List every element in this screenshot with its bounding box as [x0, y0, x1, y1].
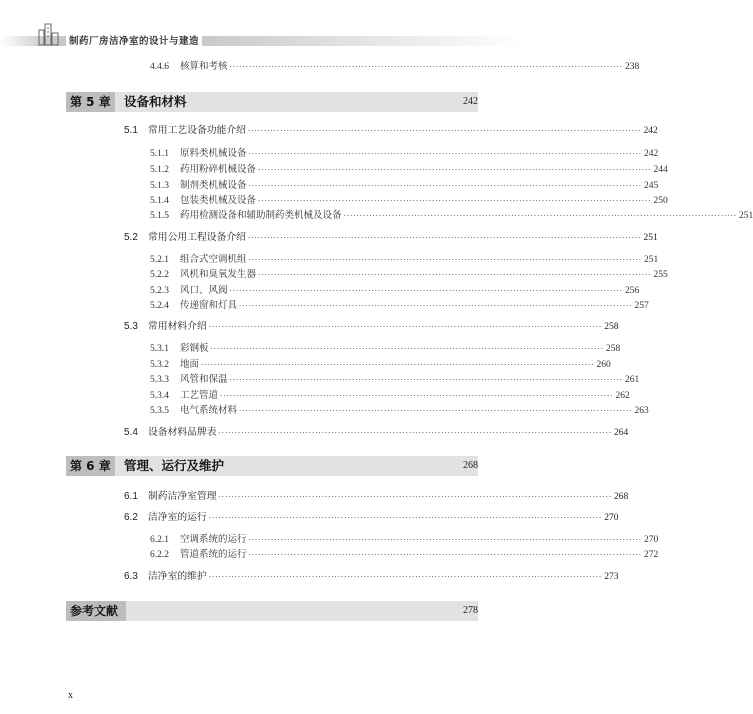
chapter-page: 268 [463, 460, 478, 471]
entry-title: 核算和考核 [180, 61, 228, 72]
entry-page: 262 [615, 391, 630, 401]
toc-entry-5-3-5[interactable] [150, 402, 649, 416]
toc-entry-5-1[interactable] [124, 122, 658, 136]
book-title: 制药厂房洁净室的设计与建造 [66, 33, 202, 47]
dot-leader: ·························································································································· [208, 573, 603, 581]
entry-number: 6.3 [124, 571, 138, 582]
entry-number: 6.1 [124, 491, 138, 502]
entry-title: 电气系统材料 [180, 405, 238, 416]
entry-number: 6.2.2 [150, 550, 169, 560]
dot-leader: ·························································································································· [248, 150, 642, 158]
entry-page: 257 [634, 301, 649, 311]
toc-entry-5-2[interactable] [124, 229, 658, 243]
toc-entry-5-4[interactable] [124, 424, 629, 438]
dot-leader: ·························································································································· [247, 127, 642, 135]
entry-number: 5.1.3 [150, 181, 169, 191]
entry-number: 5.3.4 [150, 391, 169, 401]
entry-title: 空调系统的运行 [180, 534, 247, 545]
entry-number: 5.4 [124, 427, 138, 438]
entry-number: 5.2 [124, 232, 138, 243]
entry-page: 250 [653, 196, 668, 206]
entry-title: 洁净室的维护 [148, 571, 207, 582]
dot-leader: ·························································································································· [220, 392, 614, 400]
entry-number: 5.1 [124, 125, 138, 136]
entry-title: 制药洁净室管理 [148, 491, 217, 502]
dot-leader: ·························································································································· [208, 514, 603, 522]
dot-leader: ·························································································································· [239, 407, 633, 415]
entry-title: 包装类机械及设备 [180, 195, 257, 206]
toc-entry-5-2-2[interactable] [150, 266, 668, 280]
toc-entry-5-3-1[interactable] [150, 340, 621, 354]
entry-number: 6.2.1 [150, 535, 169, 545]
entry-number: 5.3.1 [150, 344, 169, 354]
entry-number: 5.1.2 [150, 165, 169, 175]
entry-title: 药用粉碎机械设备 [180, 164, 257, 175]
toc-entry-5-2-1[interactable] [150, 251, 659, 265]
entry-page: 242 [643, 149, 659, 159]
toc-entry-5-3[interactable] [124, 318, 619, 332]
toc-entry-5-3-4[interactable] [150, 387, 630, 401]
dot-leader: ·························································································································· [208, 323, 603, 331]
entry-title: 制剂类机械设备 [180, 180, 247, 191]
running-header [0, 0, 524, 50]
dot-leader: ·························································································································· [218, 429, 613, 437]
chapter-label: 第 6 章 [66, 456, 115, 476]
dot-leader: ·························································································································· [258, 197, 652, 205]
toc-entry-5-1-2[interactable] [150, 161, 668, 175]
entry-page: 260 [596, 360, 611, 370]
dot-leader: ·························································································································· [239, 302, 633, 310]
entry-page: 238 [624, 62, 640, 72]
dot-leader: ·························································································································· [248, 182, 642, 190]
entry-page: 270 [604, 513, 619, 523]
chapter-6-heading[interactable] [66, 456, 478, 476]
entry-title: 常用工艺设备功能介绍 [148, 125, 246, 136]
toc-entry-5-2-4[interactable] [150, 297, 649, 311]
entry-page: 244 [653, 165, 668, 175]
entry-number: 5.2.3 [150, 286, 169, 296]
references-label: 参考文献 [66, 601, 126, 621]
entry-number: 5.2.2 [150, 270, 169, 280]
entry-title: 风口、风阀 [180, 285, 228, 296]
dot-leader: ·························································································································· [201, 361, 595, 369]
toc-entry-5-2-3[interactable] [150, 282, 640, 296]
entry-title: 风管和保温 [180, 374, 228, 385]
entry-number: 5.2.4 [150, 301, 169, 311]
toc-entry-5-1-5[interactable] [150, 207, 753, 221]
dot-leader: ·························································································································· [229, 63, 623, 71]
entry-title: 地面 [180, 359, 200, 370]
entry-number: 5.3.3 [150, 375, 169, 385]
entry-number: 5.3 [124, 321, 138, 332]
entry-page: 242 [643, 126, 658, 136]
entry-number: 6.2 [124, 512, 138, 523]
dot-leader: ·························································································································· [210, 345, 604, 353]
entry-title: 彩钢板 [180, 343, 209, 354]
entry-page: 258 [605, 344, 621, 354]
dot-leader: ·························································································································· [258, 271, 652, 279]
entry-number: 5.3.5 [150, 406, 169, 416]
toc-entry-6-2-2[interactable] [150, 546, 659, 560]
entry-page: 258 [604, 322, 619, 332]
entry-page: 256 [624, 286, 640, 296]
entry-page: 261 [624, 375, 640, 385]
entry-title: 工艺管道 [180, 390, 219, 401]
toc-entry-5-3-3[interactable] [150, 371, 640, 385]
entry-number: 5.2.1 [150, 255, 169, 265]
references-page: 278 [463, 605, 478, 616]
chapter-label: 第 5 章 [66, 92, 115, 112]
entry-page: 263 [634, 406, 649, 416]
entry-number: 5.1.1 [150, 149, 169, 159]
building-logo-icon [38, 22, 60, 46]
entry-number: 4.4.6 [150, 62, 169, 72]
entry-title: 风机和臭氧发生器 [180, 269, 257, 280]
chapter-title: 设备和材料 [124, 94, 187, 109]
entry-page: 255 [653, 270, 668, 280]
dot-leader: ·························································································································· [229, 287, 623, 295]
toc-entry-5-1-4[interactable] [150, 192, 668, 206]
entry-title: 组合式空调机组 [180, 254, 247, 265]
chapter-title: 管理、运行及维护 [124, 458, 225, 473]
entry-number: 5.1.5 [150, 211, 169, 221]
entry-number: 5.1.4 [150, 196, 169, 206]
toc-entry-6-2[interactable] [124, 509, 619, 523]
entry-page: 245 [643, 181, 659, 191]
dot-leader: ·························································································································· [248, 256, 642, 264]
dot-leader: ·························································································································· [218, 493, 613, 501]
entry-page: 272 [643, 550, 659, 560]
entry-page: 264 [614, 428, 629, 438]
chapter-5-heading[interactable] [66, 92, 478, 112]
references-heading[interactable] [66, 601, 478, 621]
entry-page: 273 [604, 572, 619, 582]
toc-entry-6-1[interactable] [124, 488, 629, 502]
toc-entry-5-1-3[interactable] [150, 177, 659, 191]
dot-leader: ·························································································································· [247, 234, 642, 242]
entry-title: 常用材料介绍 [148, 321, 207, 332]
entry-page: 251 [738, 211, 753, 221]
dot-leader: ·························································································································· [229, 376, 623, 384]
dot-leader: ·························································································································· [248, 536, 642, 544]
toc-entry-5-1-1[interactable] [150, 145, 659, 159]
page-number: x [68, 690, 73, 701]
entry-page: 251 [643, 255, 659, 265]
entry-title: 洁净室的运行 [148, 512, 207, 523]
entry-title: 管道系统的运行 [180, 549, 247, 560]
dot-leader: ·························································································································· [248, 551, 642, 559]
entry-page: 270 [643, 535, 659, 545]
entry-title: 常用公用工程设备介绍 [148, 232, 246, 243]
entry-title: 药用检测设备和辅助制药类机械及设备 [180, 210, 342, 221]
chapter-page: 242 [463, 96, 478, 107]
entry-page: 251 [643, 233, 658, 243]
entry-title: 设备材料品牌表 [148, 427, 217, 438]
toc-entry-5-3-2[interactable] [150, 356, 611, 370]
toc-entry-6-3[interactable] [124, 568, 619, 582]
toc-entry-6-2-1[interactable] [150, 531, 659, 545]
dot-leader: ·························································································································· [343, 212, 737, 220]
toc-entry-4-4-6[interactable] [150, 58, 640, 72]
entry-title: 原料类机械设备 [180, 148, 247, 159]
entry-title: 传递窗和灯具 [180, 300, 238, 311]
entry-page: 268 [614, 492, 629, 502]
dot-leader: ·························································································································· [258, 166, 652, 174]
entry-number: 5.3.2 [150, 360, 169, 370]
